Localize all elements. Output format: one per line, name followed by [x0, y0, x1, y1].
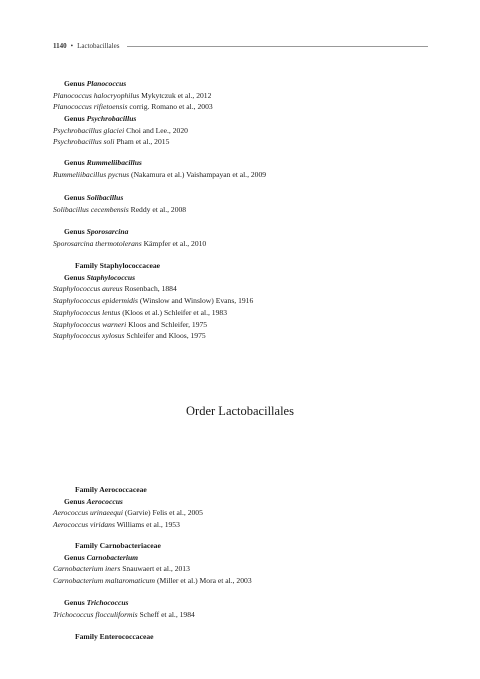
species-entry: Staphylococcus aureus Rosenbach, 1884 [53, 284, 177, 294]
species-entry: Staphylococcus lentus (Kloos et al.) Schleifer et al., 1983 [53, 307, 227, 317]
running-head [53, 40, 428, 52]
section-sporosarcina [53, 226, 206, 249]
genus-heading: Genus Trichococcus [64, 598, 129, 607]
species-entry: Planococcus rifietoensis corrig. Romano et al., 2003 [53, 102, 213, 112]
species-entry: Staphylococcus epidermidis (Winslow and Winslow) Evans, 1916 [53, 296, 254, 306]
genus-heading: Genus Planococcus [64, 79, 127, 88]
species-entry: Sporosarcina thermotolerans Kämpfer et al., 2010 [53, 238, 207, 248]
header-separator: • [70, 42, 74, 50]
section-planococcus [53, 78, 213, 113]
species-entry: Solibacillus cecembensis Reddy et al., 2008 [53, 204, 187, 214]
running-title: Lactobacillales [77, 42, 120, 50]
species-entry: Psychrobacillus soli Pham et al., 2015 [53, 137, 170, 147]
page-number: 1140 [53, 42, 67, 50]
genus-heading: Genus Rummeliibacillus [64, 158, 142, 167]
section-staphylococcaceae [53, 260, 253, 342]
order-heading: Order Lactobacillales [186, 404, 294, 418]
genus-heading: Genus Sporosarcina [64, 227, 129, 236]
family-heading: Family Aerococcaceae [75, 485, 147, 494]
section-enterococcaceae [53, 631, 154, 643]
section-carnobacteriaceae [53, 540, 252, 587]
genus-heading: Genus Staphylococcus [64, 272, 136, 282]
header-rule [127, 46, 428, 47]
species-entry: Staphylococcus xylosus Schleifer and Kloos, 1975 [53, 331, 206, 341]
family-heading: Family Carnobacteriaceae [75, 541, 161, 550]
family-heading: Family Enterococcaceae [75, 632, 154, 641]
species-entry: Rummeliibacillus pycnus (Nakamura et al.) Vaishampayan et al., 2009 [53, 169, 267, 179]
section-trichococcus [53, 597, 195, 620]
section-solibacillus [53, 192, 186, 215]
species-entry: Carnobacterium maltaromaticum (Miller et al.) Mora et al., 2003 [53, 576, 252, 586]
species-entry: Aerococcus urinaeequi (Garvie) Felis et al., 2005 [53, 508, 203, 518]
genus-heading: Genus Psychrobacillus [64, 114, 137, 123]
species-entry: Aerococcus viridans Williams et al., 1953 [53, 520, 180, 530]
genus-heading: Genus Solibacillus [64, 193, 124, 202]
section-psychrobacillus [53, 113, 188, 148]
species-entry: Staphylococcus warneri Kloos and Schleifer, 1975 [53, 319, 208, 329]
section-rummeliibacillus [53, 157, 266, 180]
genus-heading: Genus Aerococcus [64, 496, 123, 506]
species-entry: Psychrobacillus glaciei Choi and Lee., 2020 [53, 125, 188, 135]
genus-heading: Genus Carnobacterium [64, 552, 139, 562]
species-entry: Planococcus halocryophilus Mykytczuk et al., 2012 [53, 90, 212, 100]
species-entry: Carnobacterium iners Snauwaert et al., 2013 [53, 564, 190, 574]
section-aerococcaceae [53, 484, 203, 531]
species-entry: Trichococcus flocculiformis Scheff et al., 1984 [53, 609, 195, 619]
family-heading: Family Staphylococcaceae [75, 261, 160, 270]
